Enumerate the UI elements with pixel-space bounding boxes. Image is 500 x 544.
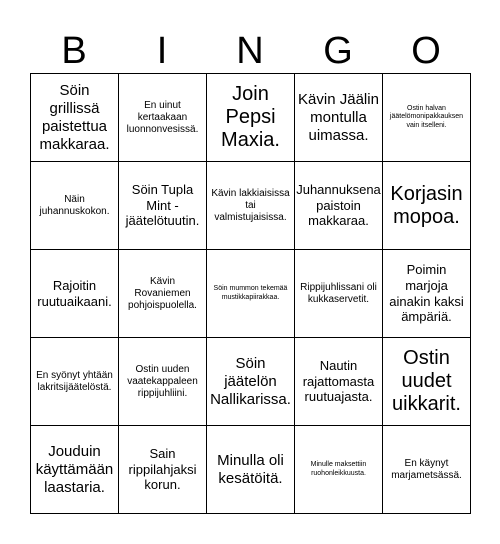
bingo-cell-r4c2[interactable]: Ostin uuden vaatekappaleen rippijuhliini. [119,338,207,426]
bingo-cell-r3c4[interactable]: Rippijuhlissani oli kukkaservetit. [295,250,383,338]
bingo-cell-r2c5[interactable]: Korjasin mopoa. [383,162,471,250]
header-letter-g: G [323,30,353,72]
bingo-cell-r2c2[interactable]: Söin Tupla Mint -jäätelötuutin. [119,162,207,250]
bingo-cell-r4c1[interactable]: En syönyt yhtään lakritsijäätelöstä. [31,338,119,426]
bingo-cell-r1c1[interactable]: Söin grillissä paistettua makkaraa. [31,74,119,162]
header-letter-n: N [236,30,264,72]
bingo-cell-r5c5[interactable]: En käynyt marjametsässä. [383,426,471,514]
bingo-cell-r5c3[interactable]: Minulla oli kesätöitä. [207,426,295,514]
bingo-cell-r5c4[interactable]: Minulle maksettiin ruohonleikkuusta. [295,426,383,514]
bingo-cell-r4c5[interactable]: Ostin uudet uikkarit. [383,338,471,426]
bingo-cell-r5c1[interactable]: Jouduin käyttämään laastaria. [31,426,119,514]
bingo-cell-r3c2[interactable]: Kävin Rovaniemen pohjoispuolella. [119,250,207,338]
bingo-cell-r2c4[interactable]: Juhannuksena paistoin makkaraa. [295,162,383,250]
bingo-cell-r3c5[interactable]: Poimin marjoja ainakin kaksi ämpäriä. [383,250,471,338]
bingo-cell-r3c3[interactable]: Söin mummon tekemää mustikkapiirakkaa. [207,250,295,338]
bingo-cell-r3c1[interactable]: Rajoitin ruutuaikaani. [31,250,119,338]
header-letter-o: O [411,30,441,72]
bingo-grid [30,73,471,514]
bingo-cell-r1c3[interactable]: Join Pepsi Maxia. [207,74,295,162]
bingo-cell-r4c3[interactable]: Söin jäätelön Nallikarissa. [207,338,295,426]
bingo-cell-r5c2[interactable]: Sain rippilahjaksi korun. [119,426,207,514]
bingo-cell-r1c4[interactable]: Kävin Jäälin montulla uimassa. [295,74,383,162]
bingo-cell-r2c1[interactable]: Näin juhannuskokon. [31,162,119,250]
bingo-cell-r1c5[interactable]: Ostin halvan jäätelömonipakkauksen vain itselleni. [383,74,471,162]
bingo-cell-r2c3[interactable]: Kävin lakkiaisissa tai valmistujaisissa. [207,162,295,250]
bingo-cell-r4c4[interactable]: Nautin rajattomasta ruutuajasta. [295,338,383,426]
header-letter-i: I [156,30,168,72]
bingo-cell-r1c2[interactable]: En uinut kertaakaan luonnonvesissä. [119,74,207,162]
header-letter-b: B [61,30,87,72]
bingo-header [30,28,470,74]
